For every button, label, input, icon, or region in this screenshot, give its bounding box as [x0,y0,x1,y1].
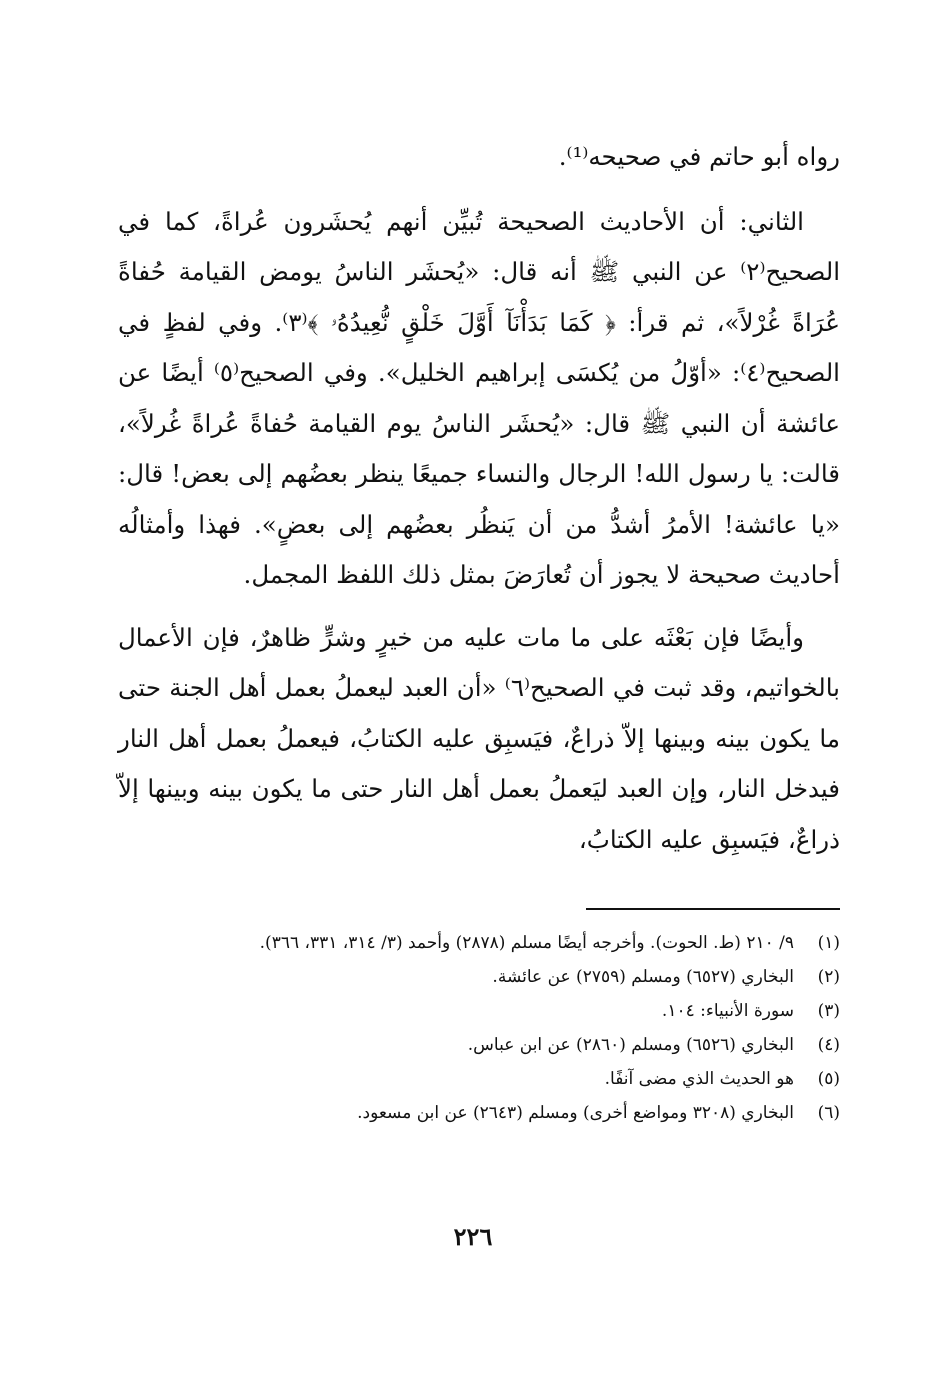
footnote-number: (٢) [817,967,840,987]
footnote-number: (٦) [817,1103,840,1123]
footnote-number: (٥) [817,1069,840,1089]
paragraph-1: رواه أبو حاتم في صحيحه⁽¹⁾. [558,142,840,171]
footnote-5 [118,1062,840,1096]
footnote-text: سورة الأنبياء: ١٠٤. [661,1001,794,1021]
footnote-text: البخاري (٣٢٠٨ ومواضع أخرى) ومسلم (٢٦٤٣) عن ابن مسعود. [357,1103,794,1123]
footnote-6 [118,1096,840,1130]
footnote-3 [118,994,840,1028]
footnote-text: ٩/ ٢١٠ (ط. الحوت). وأخرجه أيضًا مسلم (٢٨٧٨) وأحمد (٣/ ٣١٤، ٣٣١، ٣٦٦). [259,933,794,953]
footnote-2 [118,960,840,994]
footnote-text: البخاري (٦٥٢٦) ومسلم (٢٨٦٠) عن ابن عباس. [467,1035,794,1055]
page-number: ٢٢٦ [453,1222,493,1251]
paragraph-3: وأيضًا فإن بَعْثَه على ما مات عليه من خيرٍ وشرٍّ ظاهرٌ، فإن الأعمال بالخواتيم، وقد ثبت في الصحيح⁽٦⁾ «أن العبد ليعملُ بعمل أهل الجنة حتى ما يكون بينه وبينها إلاّ ذراعٌ، فيَسبِق عليه الكتابُ، فيعملُ بعمل أهل النار فيدخل النار، وإن العبد ليَعملُ بعمل أهل النار حتى ما يكون بينه وبينها إلاّ ذراعٌ، فيَسبِق عليه الكتابُ، [118,622,840,854]
footnote-number: (٣) [817,1001,840,1021]
footnote-1 [118,926,840,960]
footnote-number: (٤) [817,1035,840,1055]
footnote-number: (١) [817,933,840,953]
footnote-text: البخاري (٦٥٢٧) ومسلم (٢٧٥٩) عن عائشة. [492,967,794,987]
footnote-4 [118,1028,840,1062]
footnote-text: هو الحديث الذي مضى آنفًا. [604,1069,794,1089]
footnote-separator [586,908,840,910]
paragraph-2: الثاني: أن الأحاديث الصحيحة تُبيِّن أنهم يُحشَرون عُراةً، كما في الصحيح⁽٢⁾ عن النبي ﷺ أنه قال: «يُحشَر الناسُ يومض القيامة حُفاةً عُرَاةً غُرْلاً»، ثم قرأ: ﴿ كَمَا بَدَأْنَآ أَوَّلَ خَلْقٍ نُّعِيدُهُۥ ﴾⁽٣⁾. وفي لفظٍ في الصحيح⁽٤⁾: «أوّلُ من يُكسَى إبراهيم الخليل». وفي الصحيح⁽٥⁾ أيضًا عن عائشة أن النبي ﷺ قال: «يُحشَر الناسُ يوم القيامة حُفاةً عُراةً غُرلاً»، قالت: يا رسول الله! الرجال والنساء جميعًا ينظر بعضُهم إلى بعض! قال: «يا عائشة! الأمرُ أشدُّ من أن يَنظُر بعضُهم إلى بعضٍ». فهذا وأمثالُه أحاديث صحيحة لا يجوز أن تُعارَضَ بمثل ذلك اللفظ المجمل. [118,206,840,589]
main-text [118,132,840,877]
footnotes [118,926,840,1130]
